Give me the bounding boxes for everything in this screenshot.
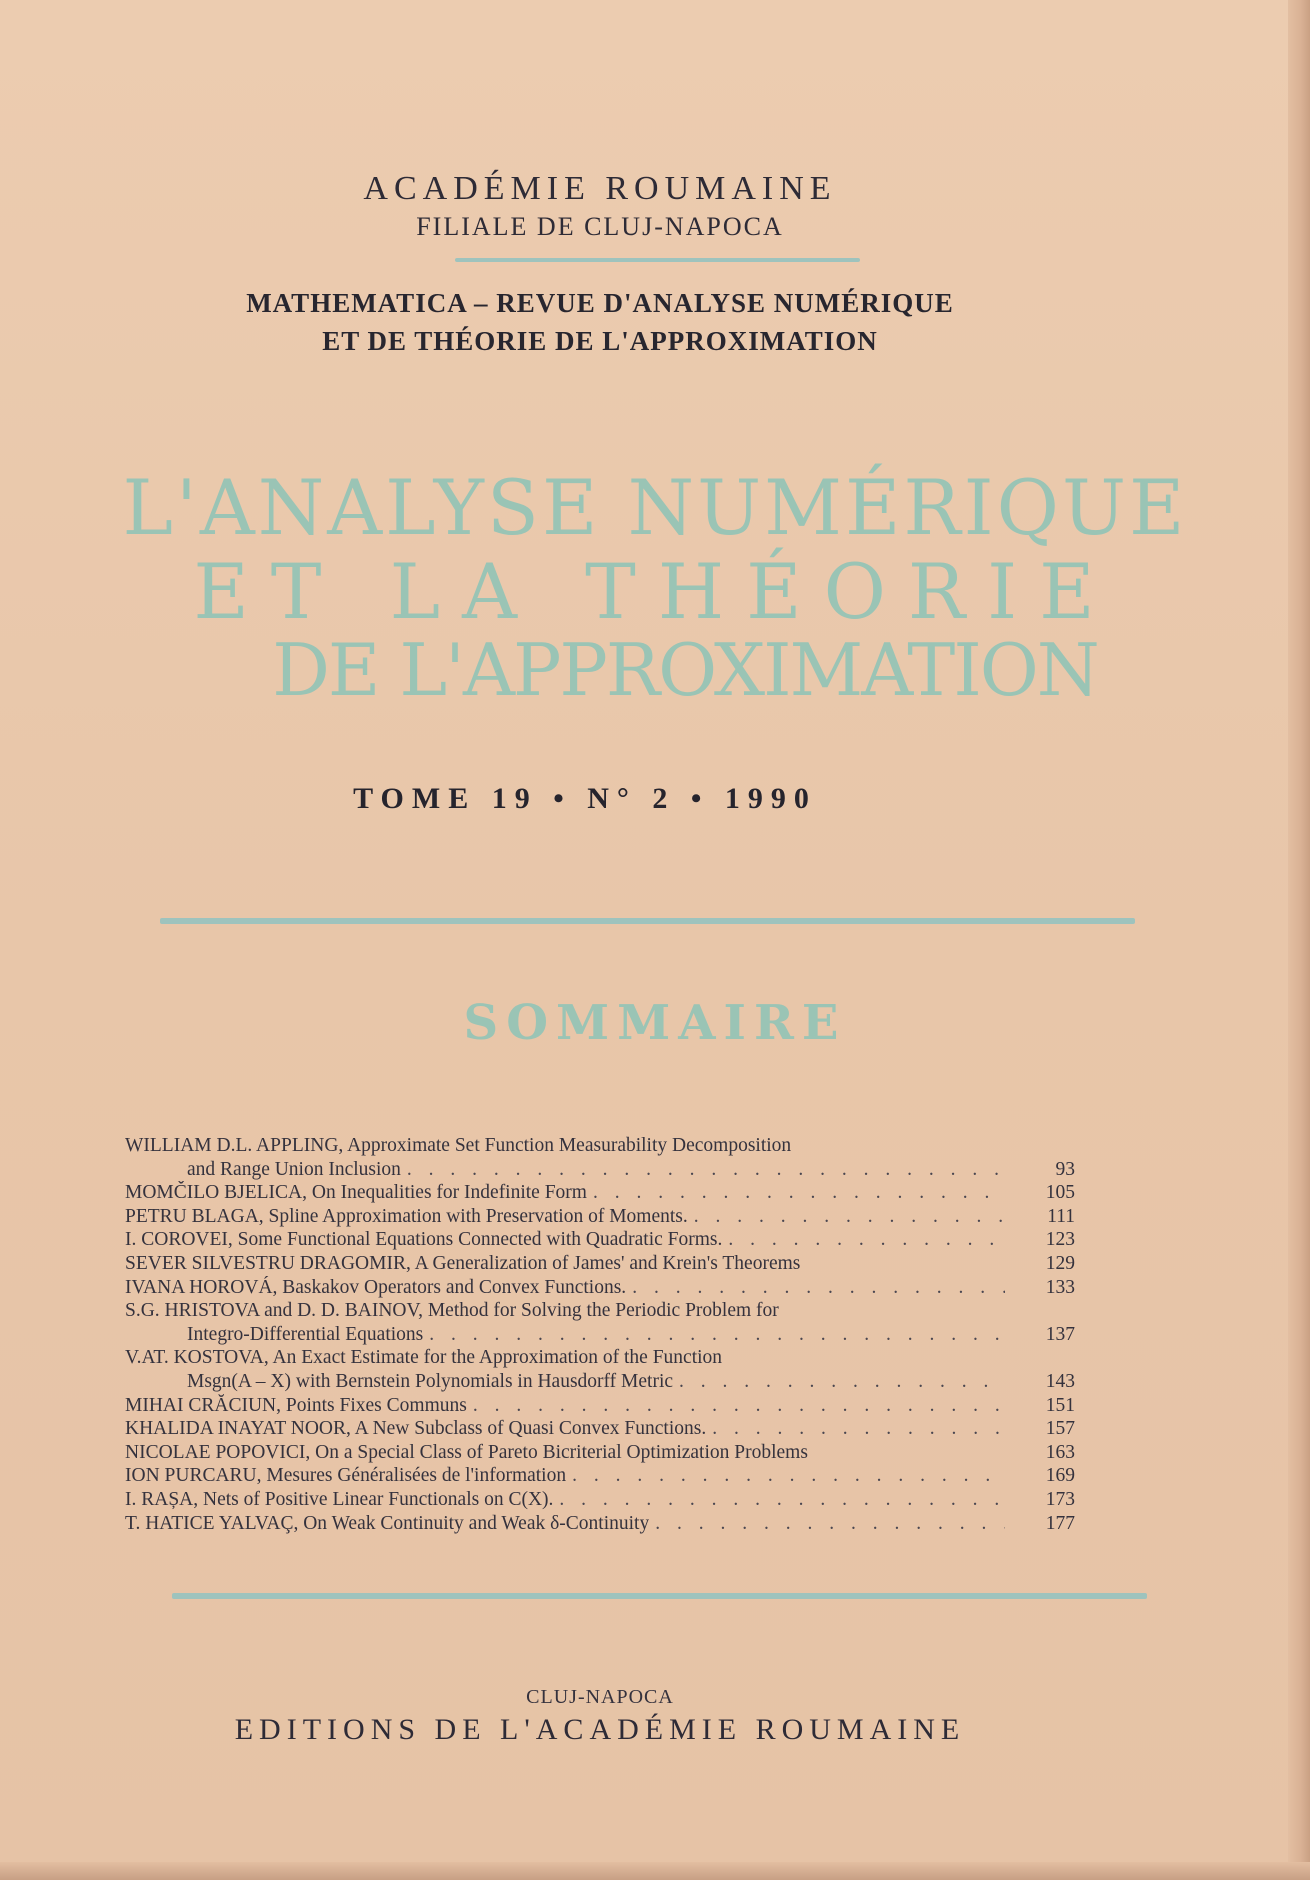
toc-entry	[125, 1158, 1075, 1182]
toc-entry-heading: WILLIAM D.L. APPLING, Approximate Set Function Measurability Decomposition	[125, 1135, 792, 1156]
divider-middle	[160, 918, 1135, 924]
academy-name: ACADÉMIE ROUMAINE	[363, 170, 837, 207]
toc-entry-title: MOMČILO BJELICA, On Inequalities for Indefinite Form	[125, 1182, 587, 1204]
journal-name-line-2: ET DE THÉORIE DE L'APPROXIMATION	[322, 326, 878, 356]
toc-page-number: 163	[1045, 1441, 1075, 1463]
toc-page-number: 129	[1045, 1252, 1075, 1274]
toc-entry-title: T. HATICE YALVAÇ, On Weak Continuity and Weak δ-Continuity	[125, 1512, 650, 1534]
toc-entry	[125, 1441, 1075, 1465]
toc-page-number: 105	[1045, 1182, 1075, 1204]
toc-leader-dots	[679, 1370, 1005, 1394]
toc-page-number: 143	[1045, 1370, 1075, 1392]
journal-name-line-1: MATHEMATICA – REVUE D'ANALYSE NUMÉRIQUE	[246, 288, 954, 318]
divider-bottom	[172, 1593, 1147, 1599]
toc-leader-dots	[694, 1205, 1005, 1229]
publisher-name: EDITIONS DE L'ACADÉMIE ROUMAINE	[234, 1713, 966, 1746]
toc-entry	[125, 1181, 1075, 1205]
toc-leader-dots	[632, 1276, 1005, 1300]
toc-entry-title: MIHAI CRĂCIUN, Points Fixes Communs	[125, 1394, 467, 1416]
toc-entry	[125, 1488, 1075, 1512]
toc-leader-dots	[572, 1464, 1005, 1488]
toc-entry-title: SEVER SILVESTRU DRAGOMIR, A Generalization of James' and Krein's Theorems	[125, 1252, 801, 1274]
toc-entry	[125, 1276, 1075, 1300]
toc-entry	[125, 1228, 1075, 1252]
toc-leader-dots	[728, 1228, 1005, 1252]
toc-entry-title: and Range Union Inclusion	[187, 1158, 401, 1180]
toc-leader-dots	[712, 1417, 1005, 1441]
toc-page-number: 169	[1045, 1465, 1075, 1487]
toc-page-number: 157	[1045, 1418, 1075, 1440]
cover-edge-bottom	[0, 1862, 1310, 1880]
toc-page-number: 111	[1047, 1205, 1075, 1227]
table-of-contents	[125, 1134, 1075, 1535]
toc-entry	[125, 1512, 1075, 1536]
toc-entry	[125, 1417, 1075, 1441]
toc-entry-title: PETRU BLAGA, Spline Approximation with Preservation of Moments.	[125, 1205, 688, 1227]
cover-title-line-1: L'ANALYSE NUMÉRIQUE	[122, 463, 1188, 552]
issue-info: TOME 19 • N° 2 • 1990	[353, 782, 817, 815]
toc-entry-title: Integro-Differential Equations	[187, 1323, 424, 1345]
toc-leader-dots	[429, 1323, 1005, 1347]
contents-heading: SOMMAIRE	[463, 995, 847, 1051]
toc-page-number: 93	[1055, 1158, 1075, 1180]
toc-entry-title: KHALIDA INAYAT NOOR, A New Subclass of Quasi Convex Functions.	[125, 1418, 707, 1440]
cover-title-line-3: DE L'APPROXIMATION	[272, 628, 1098, 712]
toc-entry-title: I. COROVEI, Some Functional Equations Connected with Quadratic Forms.	[125, 1229, 723, 1251]
toc-page-number: 173	[1045, 1488, 1075, 1510]
toc-page-number: 133	[1045, 1276, 1075, 1298]
toc-page-number: 137	[1045, 1323, 1075, 1345]
toc-entry-heading: S.G. HRISTOVA and D. D. BAINOV, Method for Solving the Periodic Problem for	[125, 1300, 779, 1322]
toc-entry-title: ION PURCARU, Mesures Généralisées de l'information	[125, 1465, 567, 1487]
toc-entry-title: Msgn(A – X) with Bernstein Polynomials in Hausdorff Metric	[187, 1370, 674, 1392]
toc-page-number: 177	[1045, 1512, 1075, 1534]
toc-page-number: 151	[1045, 1394, 1075, 1416]
toc-entry	[125, 1252, 1075, 1276]
toc-entry	[125, 1464, 1075, 1488]
toc-page-number: 123	[1045, 1229, 1075, 1251]
toc-leader-dots	[407, 1158, 1005, 1182]
publisher-city: CLUJ-NAPOCA	[526, 1686, 674, 1708]
toc-leader-dots	[559, 1488, 1005, 1512]
toc-entry	[125, 1323, 1075, 1347]
academy-branch: FILIALE DE CLUJ-NAPOCA	[416, 212, 784, 241]
toc-entry-heading: V.AT. KOSTOVA, An Exact Estimate for the Approximation of the Function	[125, 1347, 723, 1369]
toc-leader-dots	[593, 1181, 1005, 1205]
toc-leader-dots	[473, 1394, 1005, 1418]
toc-entry-title: I. RAȘA, Nets of Positive Linear Functionals on C(X).	[125, 1488, 554, 1510]
toc-entry	[125, 1370, 1075, 1394]
cover-edge-right	[1288, 0, 1310, 1880]
toc-entry-title: NICOLAE POPOVICI, On a Special Class of Pareto Bicriterial Optimization Problems	[125, 1441, 808, 1463]
toc-entry	[125, 1205, 1075, 1229]
cover-title-line-2: ET LA THÉORIE	[193, 547, 1117, 636]
toc-entry	[125, 1394, 1075, 1418]
toc-entry-title: IVANA HOROVÁ, Baskakov Operators and Convex Functions.	[125, 1276, 627, 1298]
divider-top	[455, 258, 860, 262]
toc-leader-dots	[655, 1512, 1005, 1536]
